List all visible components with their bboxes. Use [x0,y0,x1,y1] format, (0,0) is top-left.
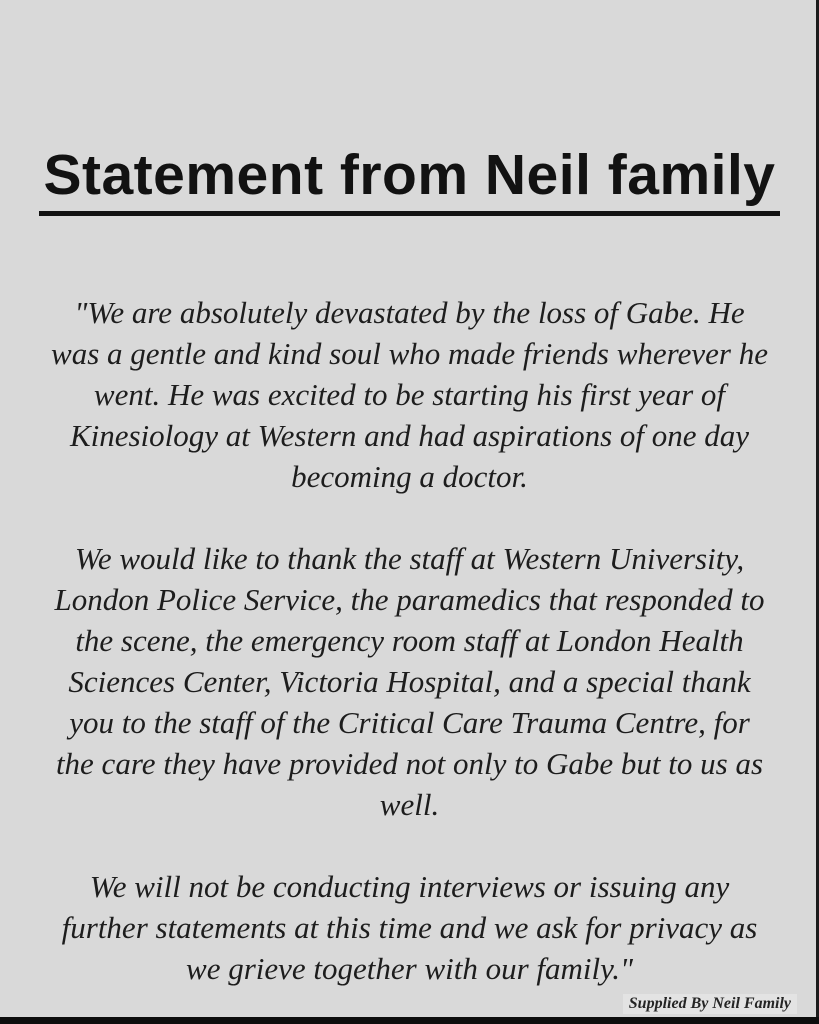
statement-paragraph-1: "We are absolutely devastated by the loss of Gabe. He was a gentle and kind soul who made friends wherever he went. He was excited to be starting his first year of Kinesiology at Western and had aspirations of one day becoming a doctor. [51,295,768,495]
statement-title: Statement from Neil family [39,144,779,216]
bottom-border-bar [0,1017,819,1024]
statement-paragraph-3: We will not be conducting interviews or issuing any further statements at this time and we ask for privacy as we grieve together with our family." [61,869,758,987]
credit-line: Supplied By Neil Family [623,994,797,1014]
title-container [0,0,819,254]
statement-body [48,292,772,989]
statement-paragraph-2: We would like to thank the staff at Western University, London Police Service, the paramedics that responded to the scene, the emergency room staff at London Health Sciences Center, Victoria Hospital, and a special thank you to the staff of the Critical Care Trauma Centre, for the care they have provided not only to Gabe but to us as well. [54,541,765,823]
